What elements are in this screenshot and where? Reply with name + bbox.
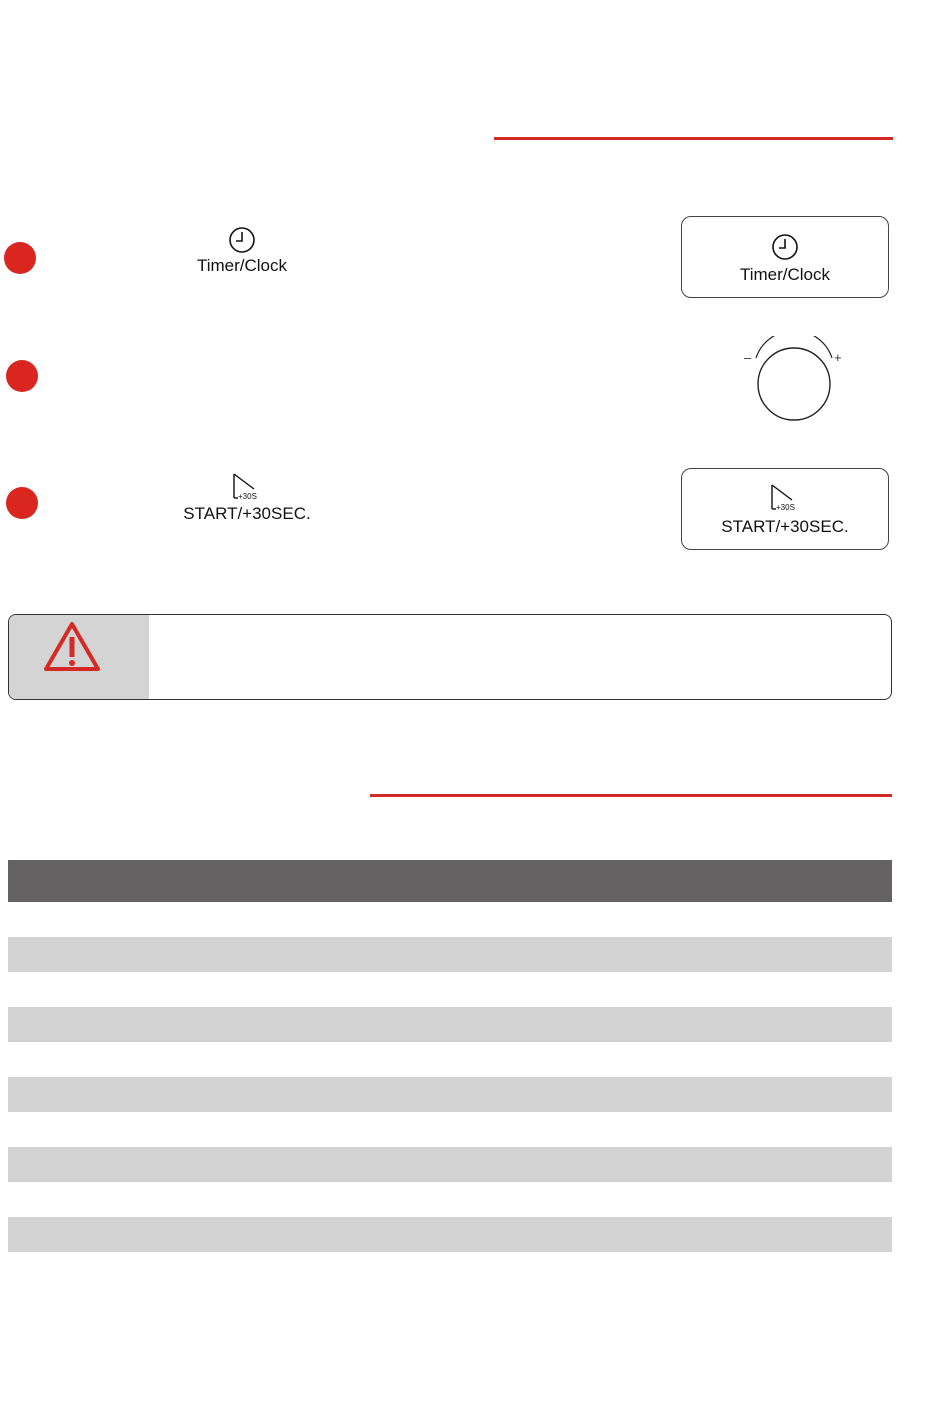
step-1-timer-clock-label bbox=[182, 226, 302, 276]
step-1-button-text: Timer/Clock bbox=[196, 256, 288, 275]
start-icon-badge: +30S bbox=[776, 503, 795, 512]
table-row bbox=[8, 1042, 892, 1077]
table-row bbox=[8, 1077, 892, 1112]
table-row bbox=[8, 1112, 892, 1147]
warning-icon-panel bbox=[9, 615, 149, 699]
step-1-marker bbox=[4, 242, 36, 274]
section-rule-top bbox=[494, 137, 893, 140]
settings-table bbox=[8, 860, 892, 1252]
table-row bbox=[8, 937, 892, 972]
table-row bbox=[8, 902, 892, 937]
step-2-marker bbox=[6, 360, 38, 392]
play-icon-badge: +30S bbox=[238, 492, 257, 501]
table-row bbox=[8, 1182, 892, 1217]
step-3-button-text: START/+30SEC. bbox=[183, 504, 311, 523]
timer-clock-button[interactable] bbox=[681, 216, 889, 298]
table-row bbox=[8, 972, 892, 1007]
step-3-start-label bbox=[182, 472, 312, 524]
timer-clock-button-label: Timer/Clock bbox=[739, 265, 831, 284]
section-rule-bottom bbox=[370, 794, 892, 797]
dial-plus-label: + bbox=[834, 350, 842, 365]
warning-box bbox=[8, 614, 892, 700]
step-3-marker bbox=[6, 487, 38, 519]
table-row bbox=[8, 1147, 892, 1182]
play-icon bbox=[768, 483, 802, 513]
table-row bbox=[8, 1007, 892, 1042]
start-30sec-button[interactable] bbox=[681, 468, 889, 550]
dial-minus-label: – bbox=[744, 350, 752, 365]
table-header bbox=[8, 860, 892, 902]
clock-icon bbox=[771, 233, 799, 261]
warning-triangle-icon bbox=[42, 619, 102, 675]
dial-graphic bbox=[740, 336, 848, 426]
control-dial[interactable] bbox=[740, 336, 848, 426]
clock-icon bbox=[228, 226, 256, 254]
play-icon bbox=[230, 472, 264, 502]
table-row bbox=[8, 1217, 892, 1252]
start-button-label: START/+30SEC. bbox=[721, 517, 849, 536]
